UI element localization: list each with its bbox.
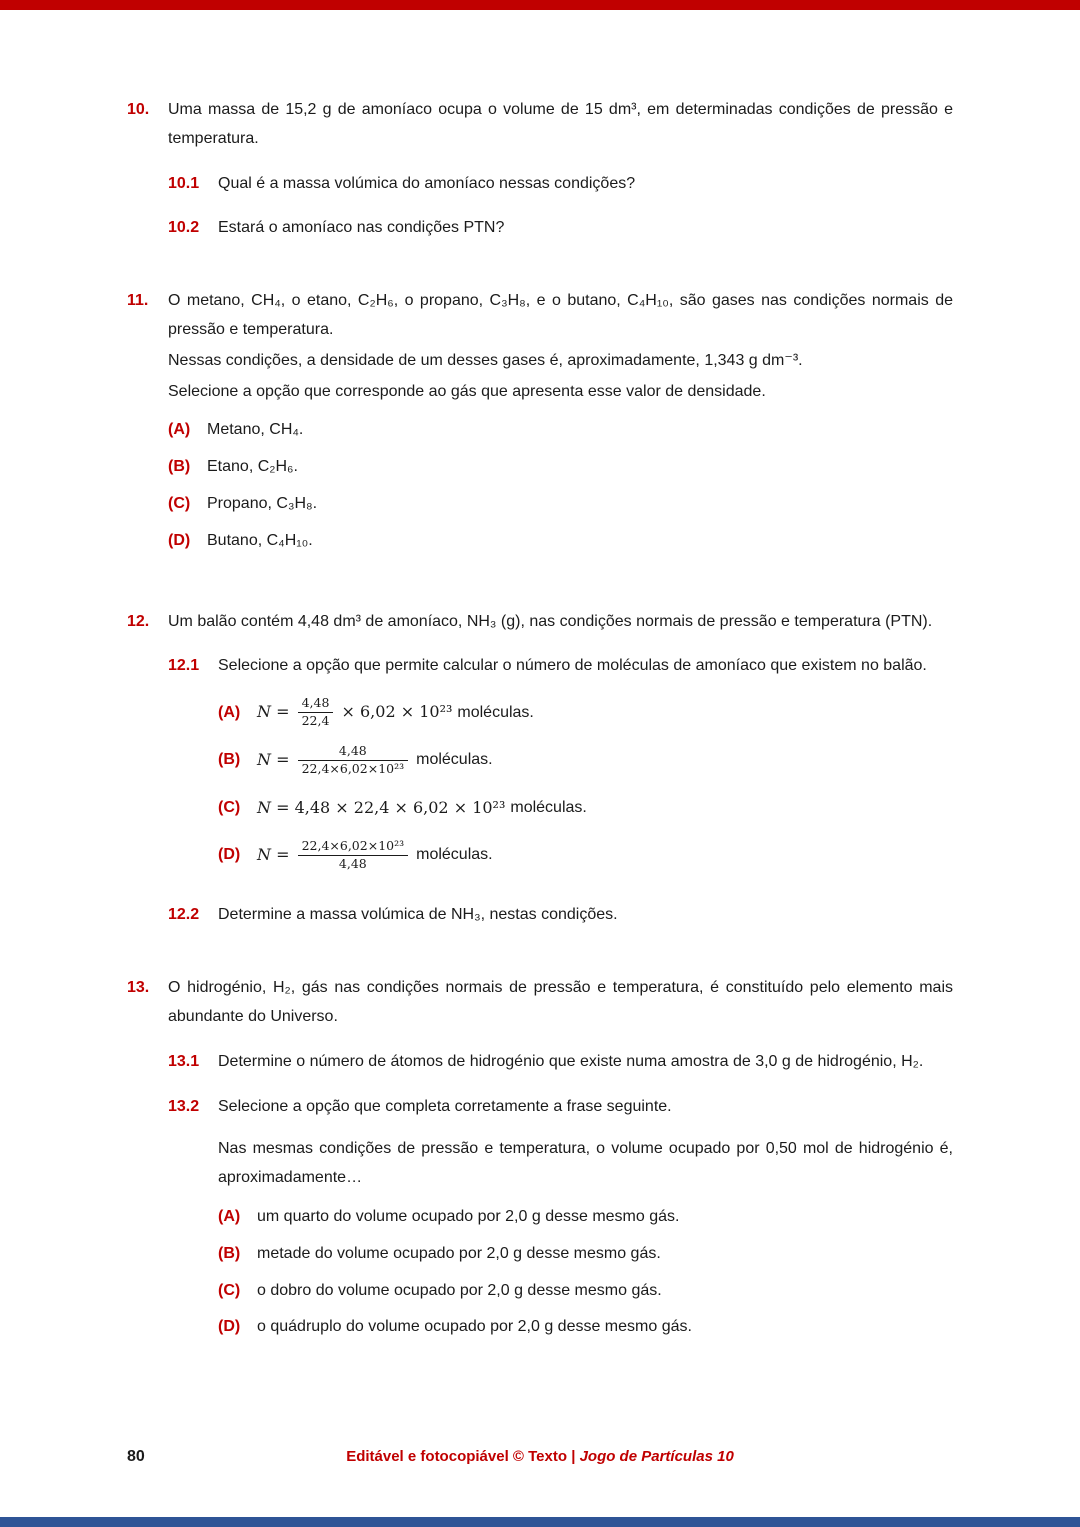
option-text: metade do volume ocupado por 2,0 g desse mesmo gás. [257,1244,661,1262]
option-row [218,743,953,778]
formula [257,838,411,873]
page-content [127,96,953,1394]
option-row [168,527,953,556]
top-red-bar [0,0,1080,10]
sub-question-text: Determine a massa volúmica de NH₃, nestas condições. [218,906,618,924]
bottom-blue-bar [0,1517,1080,1527]
option-row [218,695,953,730]
question-text: Um balão contém 4,48 dm³ de amoníaco, NH₃ (g), nas condições normais de pressão e temperatura (PTN). [168,612,933,630]
option-row [218,1240,953,1269]
equals-sign: = [271,798,295,818]
fraction-denominator: 4,48 [298,855,409,873]
option-label: (B) [218,1244,241,1262]
sub-question-number: 12.1 [168,657,200,675]
sub-question-10-2 [168,214,953,243]
question-number: 12. [127,612,150,630]
option-text: Etano, C₂H₆. [207,458,298,476]
fraction-numerator: 22,4×6,02×10²³ [301,837,405,853]
sub-question-number: 10.2 [168,219,200,237]
equals-sign: = [271,844,295,864]
question-number: 13. [127,979,150,997]
option-text: moléculas. [510,798,587,816]
sub-question-text: Selecione a opção que permite calcular o número de moléculas de amoníaco que existem no balão. [218,657,927,675]
sub-question-12-2 [168,901,953,930]
option-text: moléculas. [416,846,493,864]
question-paragraph: Nessas condições, a densidade de um desses gases é, aproximadamente, 1,343 g dm⁻³. [168,351,803,369]
sub-question-13-2 [168,1093,953,1351]
option-text: o quádruplo do volume ocupado por 2,0 g desse mesmo gás. [257,1318,692,1336]
option-text: Propano, C₃H₈. [207,494,318,512]
fraction-denominator: 22,4×6,02×10²³ [298,760,409,778]
formula-tail: × 6,02 × 10²³ [336,702,453,722]
fraction [298,695,334,730]
question-number: 10. [127,101,150,118]
sub-question-number: 13.1 [168,1052,200,1070]
options-list [218,1203,953,1342]
sub-question-13-1 [168,1048,953,1077]
formula-variable: N [257,798,271,818]
option-row [218,838,953,873]
sub-question-10-1 [168,170,953,199]
option-label: (B) [168,458,191,476]
options-list [168,416,953,555]
option-row [168,453,953,482]
option-label: (A) [168,421,191,439]
option-row [168,490,953,519]
footer-credit-text: Editável e fotocopiável © Texto | [346,1448,580,1465]
equals-sign: = [271,702,295,722]
option-text: Metano, CH₄. [207,421,304,439]
question-10 [127,96,953,243]
question-text: Uma massa de 15,2 g de amoníaco ocupa o volume de 15 dm³, em determinadas condições de pressão e temperatura. [168,101,953,147]
fraction-numerator: 4,48 [338,742,367,758]
option-label: (A) [218,1207,241,1225]
formula [257,743,411,778]
question-13 [127,974,953,1350]
sub-question-number: 12.2 [168,906,200,924]
fraction-denominator: 22,4 [298,712,334,730]
footer-book-title: Jogo de Partículas 10 [579,1448,734,1465]
question-text: O metano, CH₄, o etano, C₂H₆, o propano, C₃H₈, e o butano, C₄H₁₀, são gases nas condições normais de pressão e temperatura. [168,292,953,338]
fraction-numerator: 4,48 [301,695,330,711]
option-text: o dobro do volume ocupado por 2,0 g desse mesmo gás. [257,1281,662,1299]
fraction [298,743,409,778]
question-number: 11. [127,292,149,310]
option-label: (C) [218,1281,241,1299]
formula [257,798,505,817]
sub-question-number: 10.1 [168,174,200,192]
formula-variable: N [257,702,271,722]
formula-expression: 4,48 × 22,4 × 6,02 × 10²³ [294,798,506,818]
option-row [218,1313,953,1342]
footer-credit [127,1448,953,1465]
equals-sign: = [271,749,295,769]
question-paragraph: Selecione a opção que corresponde ao gás que apresenta esse valor de densidade. [168,382,766,400]
page-number: 80 [127,1448,145,1465]
option-label: (A) [218,703,241,721]
option-label: (C) [218,798,241,816]
sub-question-12-1 [168,652,953,885]
option-text: um quarto do volume ocupado por 2,0 g desse mesmo gás. [257,1207,680,1225]
sub-question-text: Determine o número de átomos de hidrogénio que existe numa amostra de 3,0 g de hidrogénio, H₂. [218,1052,924,1070]
formula [257,695,452,730]
question-12 [127,608,953,931]
option-label: (D) [218,1318,241,1336]
formula-options-list [218,695,953,872]
question-11 [127,287,953,563]
formula-variable: N [257,844,271,864]
option-label: (C) [168,494,191,512]
option-row [218,791,953,825]
sub-question-text: Estará o amoníaco nas condições PTN? [218,219,505,237]
sub-question-text: Qual é a massa volúmica do amoníaco nessas condições? [218,174,636,192]
sub-question-number: 13.2 [168,1097,200,1115]
page-footer [127,1448,953,1465]
option-label: (D) [218,846,241,864]
sub-question-paragraph: Nas mesmas condições de pressão e temperatura, o volume ocupado por 0,50 mol de hidrogénio é, aproximadamente… [218,1140,953,1187]
option-row [218,1277,953,1306]
option-text: moléculas. [457,703,534,721]
sub-question-text: Selecione a opção que completa corretamente a frase seguinte. [218,1097,672,1115]
option-row [168,416,953,445]
option-text: moléculas. [416,751,493,769]
option-row [218,1203,953,1232]
option-text: Butano, C₄H₁₀. [207,531,313,549]
fraction [298,838,409,873]
formula-variable: N [257,749,271,769]
option-label: (D) [168,531,191,549]
question-text: O hidrogénio, H₂, gás nas condições normais de pressão e temperatura, é constituído pelo elemento mais abundante do Universo. [168,979,953,1025]
option-label: (B) [218,751,241,769]
